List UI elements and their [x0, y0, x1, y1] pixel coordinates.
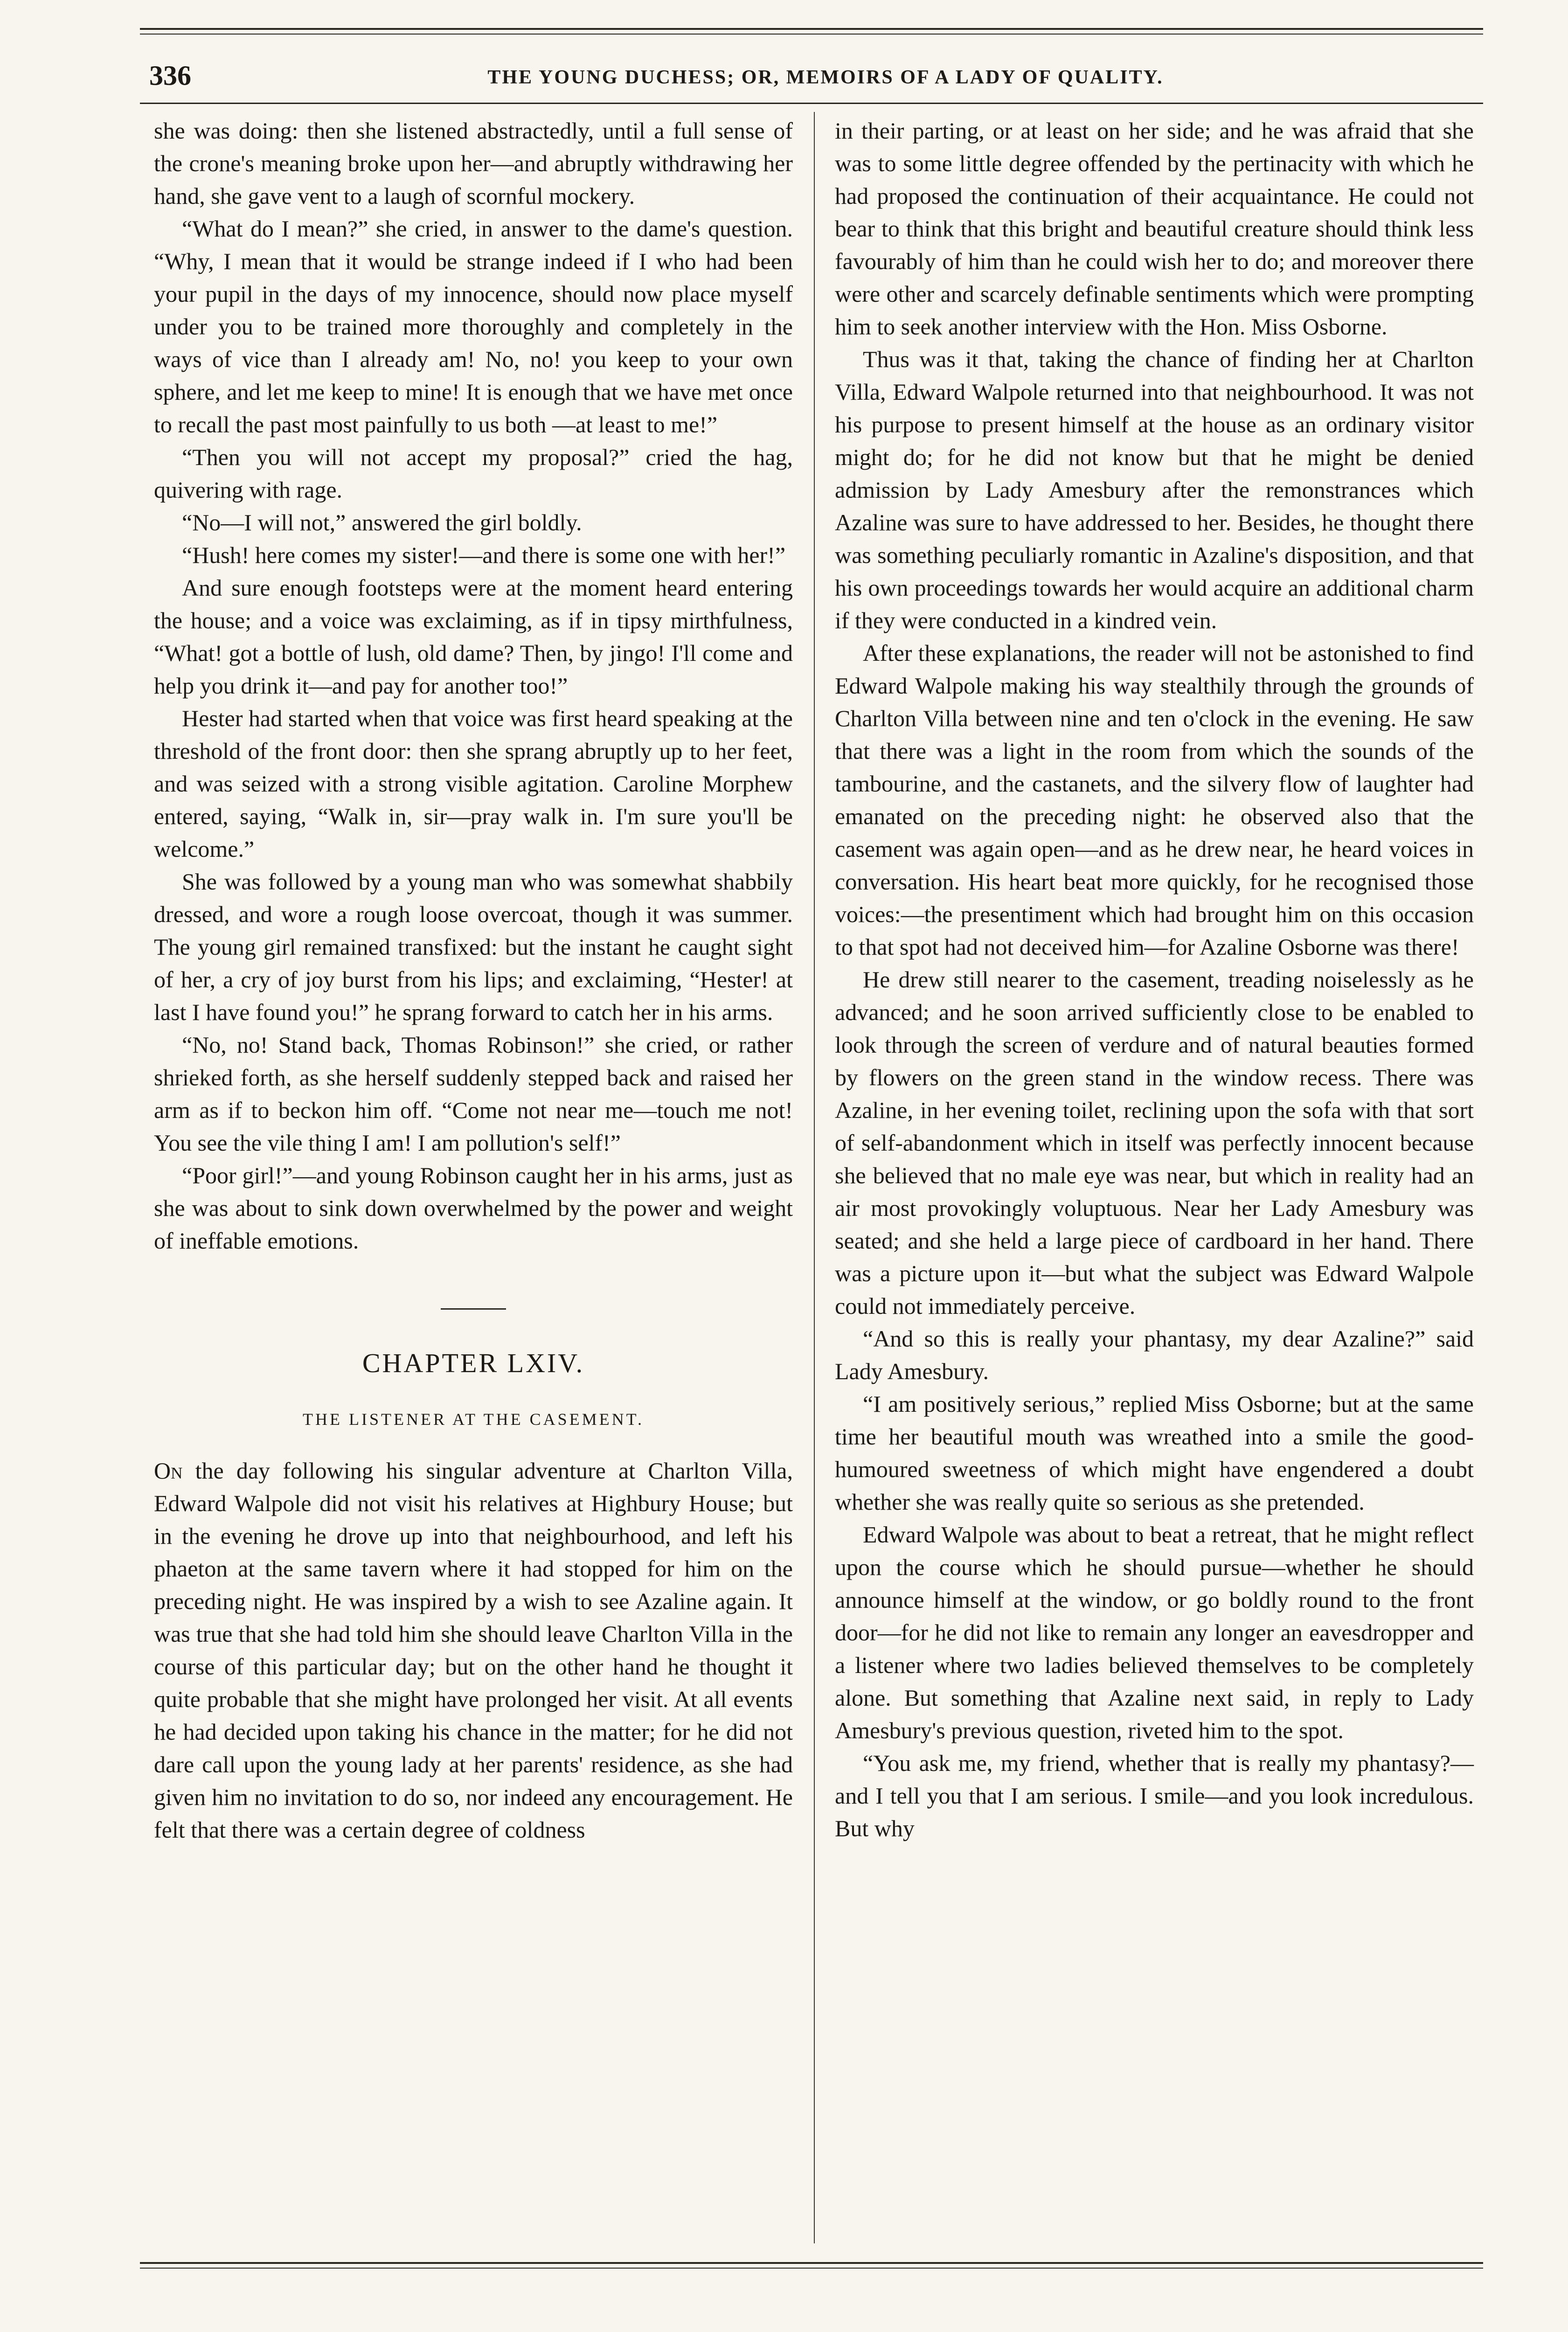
paragraph: “I am positively serious,” replied Miss Osborne; but at the same time her beautiful mouth was wreathed into a smile the good-humoured sweetness of which might have engendered a doubt whether she was really quite so serious as she pretended. [835, 1391, 1474, 1515]
paragraph: She was followed by a young man who was somewhat shabbily dressed, and wore a rough loose overcoat, though it was summer. The young girl remained transfixed: but the instant he caught sight of her, a cry of joy burst from his lips; and exclaiming, “Hester! at last I have found you!” he sprang forward to catch her in his arms. [154, 868, 793, 1025]
bottom-rule [140, 2262, 1483, 2264]
paragraph: Thus was it that, taking the chance of finding her at Charlton Villa, Edward Walpole returned into that neighbourhood. It was not his purpose to present himself at the house as an ordinary visitor might do; for he did not know but that he might be denied admission by Lady Amesbury after the remonstrances which Azaline was sure to have addressed to her. Besides, he thought there was something peculiarly romantic in Azaline's disposition, and that his own proceedings towards her would acquire an additional charm if they were conducted in a kindred vein. [835, 346, 1474, 633]
paragraph: “What do I mean?” she cried, in answer to the dame's question. “Why, I mean that it would be strange indeed if I who had been your pupil in the days of my innocence, should now place myself under you to be trained more thoroughly and completely in the ways of vice than I already am! No, no! you keep to your own sphere, and let me keep to mine! It is enough that we have met once to recall the past most painfully to us both —at least to me!” [154, 215, 793, 437]
chapter-subtitle: THE LISTENER AT THE CASEMENT. [303, 1410, 644, 1429]
paragraph: “No—I will not,” answered the girl boldly. [182, 509, 582, 535]
column-divider [814, 112, 815, 2243]
top-rule-thin [140, 34, 1483, 35]
paragraph: in their parting, or at least on her side; and he was afraid that she was to some little degree offended by the pertinacity with which he had proposed the continuation of their acquaintance. He could not bear to think that this bright and beautiful creature should think less favourably of him than he could wish her to do; and moreover there were other and scarcely definable sentiments which were prompting him to seek another interview with the Hon. Miss Osborne. [835, 118, 1474, 340]
chapter-opening-paragraph [154, 1454, 793, 1846]
page-header [140, 56, 1483, 103]
bottom-rule-thin [140, 2268, 1483, 2269]
page-number: 336 [149, 60, 191, 91]
paragraph: “Poor girl!”—and young Robinson caught her in his arms, just as she was about to sink down overwhelmed by the power and weight of ineffable emotions. [154, 1162, 793, 1254]
paragraph: He drew still nearer to the casement, treading noiselessly as he advanced; and he soon arrived sufficiently close to be enabled to look through the screen of verdure and of natural beauties formed by flowers on the green stand in the window recess. There was Azaline, in her evening toilet, reclining upon the sofa with that sort of self-abandonment which in itself was perfectly innocent because she believed that no male eye was near, but which in reality had an air most provokingly voluptuous. Near her Lady Amesbury was seated; and she held a large piece of cardboard in her hand. There was a picture upon it—but what the subject was Edward Walpole could not immediately perceive. [835, 966, 1474, 1319]
running-title: THE YOUNG DUCHESS; OR, MEMOIRS OF A LADY OF QUALITY. [487, 67, 1164, 88]
paragraph: After these explanations, the reader will not be astonished to find Edward Walpole making his way stealthily through the grounds of Charlton Villa between nine and ten o'clock in the evening. He saw that there was a light in the room from which the sounds of the tambourine, and the castanets, and the silvery flow of laughter had emanated on the preceding night: he observed also that the casement was again open—and as he drew near, he heard voices in conversation. His heart beat more quickly, for he recognised those voices:—the presentiment which had brought him on this occasion to that spot had not deceived him—for Azaline Osborne was there! [835, 640, 1474, 960]
paragraph: she was doing: then she listened abstractedly, until a full sense of the crone's meaning broke upon her—and abruptly withdrawing her hand, she gave vent to a laugh of scornful mockery. [154, 118, 793, 209]
paragraph: “Hush! here comes my sister!—and there is some one with her!” [182, 542, 786, 568]
chapter-divider [441, 1308, 506, 1310]
chapter-title: CHAPTER LXIV. [362, 1348, 585, 1378]
paragraph: “And so this is really your phantasy, my dear Azaline?” said Lady Amesbury. [835, 1326, 1474, 1384]
paragraph: “Then you will not accept my proposal?” cried the hag, quivering with rage. [154, 444, 793, 503]
right-column [835, 114, 1474, 1845]
top-rule [140, 28, 1483, 30]
newspaper-page [140, 28, 1483, 2309]
left-column [154, 114, 793, 1846]
paragraph: And sure enough footsteps were at the moment heard entering the house; and a voice was exclaiming, as if in tipsy mirthfulness, “What! got a bottle of lush, old dame? Then, by jingo! I'll come and help you drink it—and pay for another too!” [154, 575, 793, 699]
chapter-first-word: On [154, 1458, 183, 1484]
paragraph: “You ask me, my friend, whether that is really my phantasy?—and I tell you that I am serious. I smile—and you look incredulous. But why [835, 1750, 1474, 1841]
paragraph: Hester had started when that voice was first heard speaking at the threshold of the front door: then she sprang abruptly up to her feet, and was seized with a strong visible agitation. Caroline Morphew entered, saying, “Walk in, sir—pray walk in. I'm sure you'll be welcome.” [154, 705, 793, 862]
paragraph: Edward Walpole was about to beat a retreat, that he might reflect upon the course which he should pursue—whether he should announce himself at the window, or go boldly round to the front door—for he did not like to remain any longer an eavesdropper and a listener where two ladies believed themselves to be completely alone. But something that Azaline next said, in reply to Lady Amesbury's previous question, riveted him to the spot. [835, 1521, 1474, 1743]
paragraph: “No, no! Stand back, Thomas Robinson!” she cried, or rather shrieked forth, as she herself suddenly stepped back and raised her arm as if to beckon him off. “Come not near me—touch me not! You see the vile thing I am! I am pollution's self!” [154, 1032, 793, 1156]
chapter-opening-text: the day following his singular adventure at Charlton Villa, Edward Walpole did not visit his relatives at Highbury House; but in the evening he drove up into that neighbourhood, and left his phaeton at the same tavern where it had stopped for him on the preceding night. He was inspired by a wish to see Azaline again. It was true that she had told him she should leave Charlton Villa in the course of this particular day; but on the other hand he thought it quite probable that she might have prolonged her visit. At all events he had decided upon taking his chance in the matter; for he did not dare call upon the young lady at her parents' residence, as she had given him no invitation to do so, nor indeed any encouragement. He felt that there was a certain degree of coldness [154, 1458, 793, 1843]
header-rule [140, 103, 1483, 104]
